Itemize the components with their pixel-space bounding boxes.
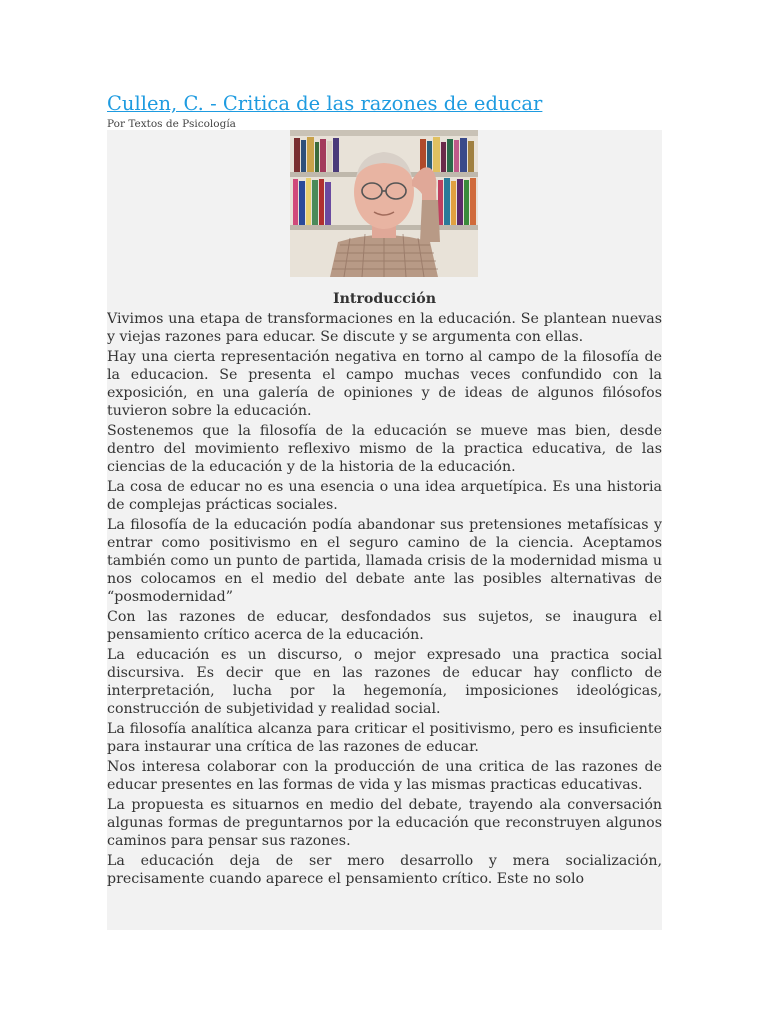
paragraph: Hay una cierta representación negativa en torno al campo de la filosofía de la educacion. Se presenta el campo muchas veces confundido con la exposición, en una galería de opiniones y de ideas de algunos filósofos tuvieron sobre la educación.	[107, 349, 662, 419]
paragraph: La filosofía de la educación podía abandonar sus pretensiones metafísicas y entrar como positivismo en el seguro camino de la ciencia. Aceptamos también como un punto de partida, llamada crisis de la modernidad misma u nos colocamos en el medio del debate ante las posibles alternativas de “posmodernidad”	[107, 517, 662, 605]
paragraph: Sostenemos que la filosofía de la educación se mueve mas bien, desde dentro del movimiento reflexivo mismo de la practica educativa, de las ciencias de la educación y de la historia de la educación.	[107, 423, 662, 475]
paragraph: La educación es un discurso, o mejor expresado una practica social discursiva. Es decir que en las razones de educar hay conflicto de interpretación, lucha por la hegemonía, imposiciones ideológicas, construcción de subjetividad y realidad social.	[107, 647, 662, 717]
author-photo	[290, 130, 478, 277]
article-body	[107, 290, 662, 890]
article-title-link[interactable]: Cullen, C. - Critica de las razones de educar	[107, 92, 543, 115]
paragraph: Vivimos una etapa de transformaciones en la educación. Se plantean nuevas y viejas razones para educar. Se discute y se argumenta con ellas.	[107, 311, 662, 345]
section-heading: Introducción	[332, 291, 437, 307]
paragraph: La cosa de educar no es una esencia o una idea arquetípica. Es una historia de complejas prácticas sociales.	[107, 479, 662, 513]
paragraph: La filosofía analítica alcanza para criticar el positivismo, pero es insuficiente para instaurar una crítica de las razones de educar.	[107, 721, 662, 755]
document-page	[107, 90, 662, 930]
paragraph: Con las razones de educar, desfondados sus sujetos, se inaugura el pensamiento crítico acerca de la educación.	[107, 609, 662, 643]
paragraph: Nos interesa colaborar con la producción de una critica de las razones de educar presentes en las formas de vida y las mismas practicas educativas.	[107, 759, 662, 793]
author-portrait-image	[290, 130, 478, 277]
paragraph: La propuesta es situarnos en medio del debate, trayendo ala conversación algunas formas de preguntarnos por la educación que reconstruyen algunos caminos para pensar sus razones.	[107, 797, 662, 849]
paragraph: La educación deja de ser mero desarrollo y mera socialización, precisamente cuando aparece el pensamiento crítico. Este no solo	[107, 853, 662, 887]
article-content	[107, 130, 662, 930]
article-byline: Por Textos de Psicología	[107, 118, 236, 130]
